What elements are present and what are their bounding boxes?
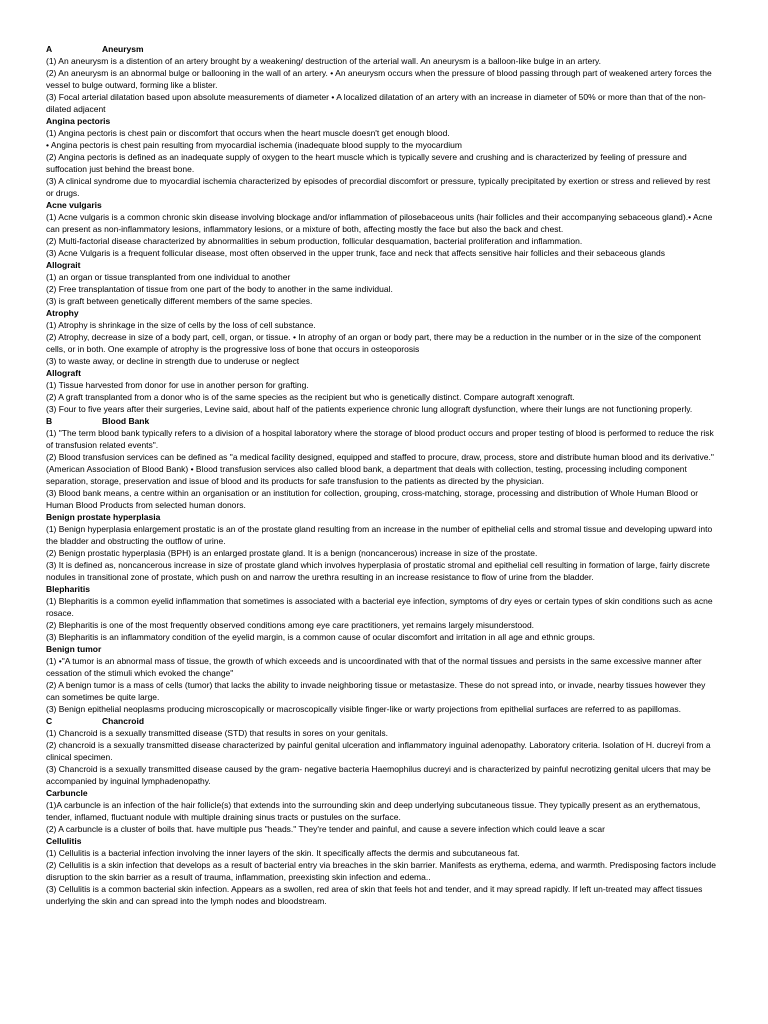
definition-paragraph: (2) Free transplantation of tissue from one part of the body to another in the same individual. (46, 284, 393, 294)
definition-paragraph: (3) to waste away, or decline in strength due to underuse or neglect (46, 356, 300, 366)
entry-term: Blepharitis (46, 584, 90, 594)
entry-term: Allograft (46, 368, 81, 378)
definition-paragraph: (1) Chancroid is a sexually transmitted disease (STD) that results in sores on your genitals. (46, 728, 389, 738)
definition-paragraph: (1) An aneurysm is a distention of an artery brought by a weakening/ destruction of the arterial wall. An aneurysm is a balloon-like bulge in an artery. (46, 56, 602, 66)
entry-term: Aneurysm (102, 44, 144, 54)
definition-paragraph: (3) Blepharitis is an inflammatory condition of the eyelid margin, is a common cause of ocular discomfort and irritation in all age and ethnic groups. (46, 632, 595, 642)
entry-term: Blood Bank (102, 416, 150, 426)
definition-paragraph: (3) Blood bank means, a centre within an organisation or an institution for collection, grouping, cross-matching, storage, processing and distribution of Whole Human Blood or Human Blood Products from selected human donors. (46, 488, 699, 510)
definition-paragraph: (1) Cellulitis is a bacterial infection involving the inner layers of the skin. It specifically affects the dermis and subcutaneous fat. (46, 848, 520, 858)
definition-paragraph: (1) Atrophy is shrinkage in the size of cells by the loss of cell substance. (46, 320, 316, 330)
definition-paragraph: (1)A carbuncle is an infection of the hair follicle(s) that extends into the surrounding skin and deep underlying subcutaneous tissue. They typically present as an erythematous, tender, inflamed, fluctuant nodule with multiple draining sinus tracts or pustules on the surface. (46, 800, 701, 822)
section-letter: C (46, 716, 53, 726)
definition-paragraph: (3) Acne Vulgaris is a frequent follicular disease, most often observed in the upper trunk, face and neck that affects sensitive hair follicles and their sebaceous glands (46, 248, 665, 258)
definition-paragraph: (1) •"A tumor is an abnormal mass of tissue, the growth of which exceeds and is uncoordinated with that of the normal tissues and persists in the same excessive manner after cessation of the stimuli which evoked the change" (46, 656, 702, 678)
definition-paragraph: (2) Atrophy, decrease in size of a body part, cell, organ, or tissue. • In atrophy of an organ or body part, there may be a reduction in the number or in the size of the component cells, or in both. One example of atrophy is the progressive loss of bone that occurs in osteoporosis (46, 332, 701, 354)
entry-term: Atrophy (46, 308, 79, 318)
section-heading (46, 415, 718, 427)
entry-term: Allograit (46, 260, 81, 270)
definition-paragraph: (3) A clinical syndrome due to myocardial ischemia characterized by episodes of precordial discomfort or pressure, typically precipitated by exertion or stress and relieved by rest or drugs. (46, 176, 711, 198)
definition-paragraph: (3) Chancroid is a sexually transmitted disease caused by the gram- negative bacteria Haemophilus ducreyi and is characterized by painful necrotizing genital ulcers that may be accompanied by inguinal lymphadenopathy. (46, 764, 711, 786)
definition-paragraph: (2) A graft transplanted from a donor who is of the same species as the recipient but who is genetically distinct. Compare autograft xenograft. (46, 392, 575, 402)
definition-paragraph: (2) chancroid is a sexually transmitted disease characterized by painful genital ulceration and inflammatory inguinal adenopathy. Laboratory criteria. Isolation of H. ducreyi from a clinical specimen. (46, 740, 711, 762)
section-letter: A (46, 44, 53, 54)
definition-paragraph: (2) Blepharitis is one of the most frequently observed conditions among eye care practitioners, yet remains largely misunderstood. (46, 620, 535, 630)
definition-paragraph: (1) Benign hyperplasia enlargement prostatic is an of the prostate gland resulting from an increase in the number of epithelial cells and stromal tissue and developing upward into the bladder and obstructing the outflow of urine. (46, 524, 713, 546)
definition-paragraph: (1) Acne vulgaris is a common chronic skin disease involving blockage and/or inflammation of pilosebaceous units (hair follicles and their accompanying sebaceous gland).• Acne can present as non-inflammatory lesions, inflammatory lesions, or a mixture of both, affecting mostly the face but also the back and chest. (46, 212, 713, 234)
definition-paragraph: (3) Cellulitis is a common bacterial skin infection. Appears as a swollen, red area of skin that feels hot and tender, and it may spread rapidly. If left un-treated may affect tissues underlying the skin and can spread into the lymph nodes and bloodstream. (46, 884, 703, 906)
entry-term: Cellulitis (46, 836, 82, 846)
entry-term: Benign tumor (46, 644, 102, 654)
definition-paragraph: (3) Four to five years after their surgeries, Levine said, about half of the patients experience chronic lung allograft dysfunction, where their lungs are not functioning properly. (46, 404, 693, 414)
entry-term: Chancroid (102, 716, 145, 726)
definition-paragraph: • Angina pectoris is chest pain resulting from myocardial ischemia (inadequate blood supply to the myocardium (46, 140, 462, 150)
entry-term: Carbuncle (46, 788, 88, 798)
definition-paragraph: (1) Tissue harvested from donor for use in another person for grafting. (46, 380, 309, 390)
entry-term: Benign prostate hyperplasia (46, 512, 161, 522)
definition-paragraph: (2) Multi-factorial disease characterized by abnormalities in sebum production, follicular desquamation, bacterial proliferation and inflammation. (46, 236, 583, 246)
definition-paragraph: (2) Cellulitis is a skin infection that develops as a result of bacterial entry via breaches in the skin barrier. Manifests as erythema, edema, and warmth. Predisposing factors include disruption to the skin barrier as a result of trauma, inflammation, preexisting skin infection and edema.. (46, 860, 716, 882)
definition-paragraph: (1) Angina pectoris is chest pain or discomfort that occurs when the heart muscle doesn't get enough blood. (46, 128, 450, 138)
section-letter: B (46, 416, 53, 426)
definition-paragraph: (3) It is defined as, noncancerous increase in size of prostate gland which involves hyperplasia of prostatic stromal and epithelial cell resulting in formation of large, fairly discrete nodules in transitional zone of prostate, which push on and narrow the urethra resulting in an increase resistance to flow of urine from the bladder. (46, 560, 710, 582)
definition-paragraph: (2) A benign tumor is a mass of cells (tumor) that lacks the ability to invade neighboring tissue or metastasize. These do not spread into, or invade, nearby tissues however they can sometimes be quite large. (46, 680, 706, 702)
section-heading (46, 43, 718, 55)
definition-paragraph: (1) an organ or tissue transplanted from one individual to another (46, 272, 291, 282)
definition-paragraph: (1) "The term blood bank typically refers to a division of a hospital laboratory where the storage of blood product occurs and proper testing of blood is performed to reduce the risk of transfusion related events". (46, 428, 714, 450)
definition-paragraph: (3) Focal arterial dilatation based upon absolute measurements of diameter • A localized dilatation of an artery with an increase in diameter of 50% or more than that of the non-dilated adjacent (46, 92, 706, 114)
section-heading (46, 715, 718, 727)
definition-paragraph: (2) An aneurysm is an abnormal bulge or ballooning in the wall of an artery. • An aneurysm occurs when the pressure of blood passing through part of weakened artery forces the vessel to bulge outward, forming like a blister. (46, 68, 712, 90)
definition-paragraph: (2) Blood transfusion services can be defined as "a medical facility designed, equipped and staffed to procure, draw, process, store and distribute human blood and its derivative." (American Association of Blood Bank) • Blood transfusion services also called blood bank, a department that deals with collection, testing, processing including component separation, storage, preservation and issue of blood and its products for safe transfusion to the patients as directed by the physician. (46, 452, 714, 486)
definition-paragraph: (2) A carbuncle is a cluster of boils that. have multiple pus "heads." They're tender and painful, and cause a severe infection which could leave a scar (46, 824, 605, 834)
definition-paragraph: (2) Benign prostatic hyperplasia (BPH) is an enlarged prostate gland. It is a benign (noncancerous) increase in size of the prostate. (46, 548, 538, 558)
entry-term: Angina pectoris (46, 116, 111, 126)
definition-paragraph: (3) is graft between genetically different members of the same species. (46, 296, 313, 306)
definition-paragraph: (1) Blepharitis is a common eyelid inflammation that sometimes is associated with a bacterial eye infection, symptoms of dry eyes or certain types of skin conditions such as acne rosace. (46, 596, 713, 618)
glossary-document (46, 43, 718, 907)
definition-paragraph: (3) Benign epithelial neoplasms producing microscopically or macroscopically visible finger-like or warty projections from epithelial surfaces are referred to as papillomas. (46, 704, 681, 714)
entry-term: Acne vulgaris (46, 200, 102, 210)
definition-paragraph: (2) Angina pectoris is defined as an inadequate supply of oxygen to the heart muscle which is typically severe and crushing and is characterized by feeling of pressure and suffocation just behind the breast bone. (46, 152, 687, 174)
